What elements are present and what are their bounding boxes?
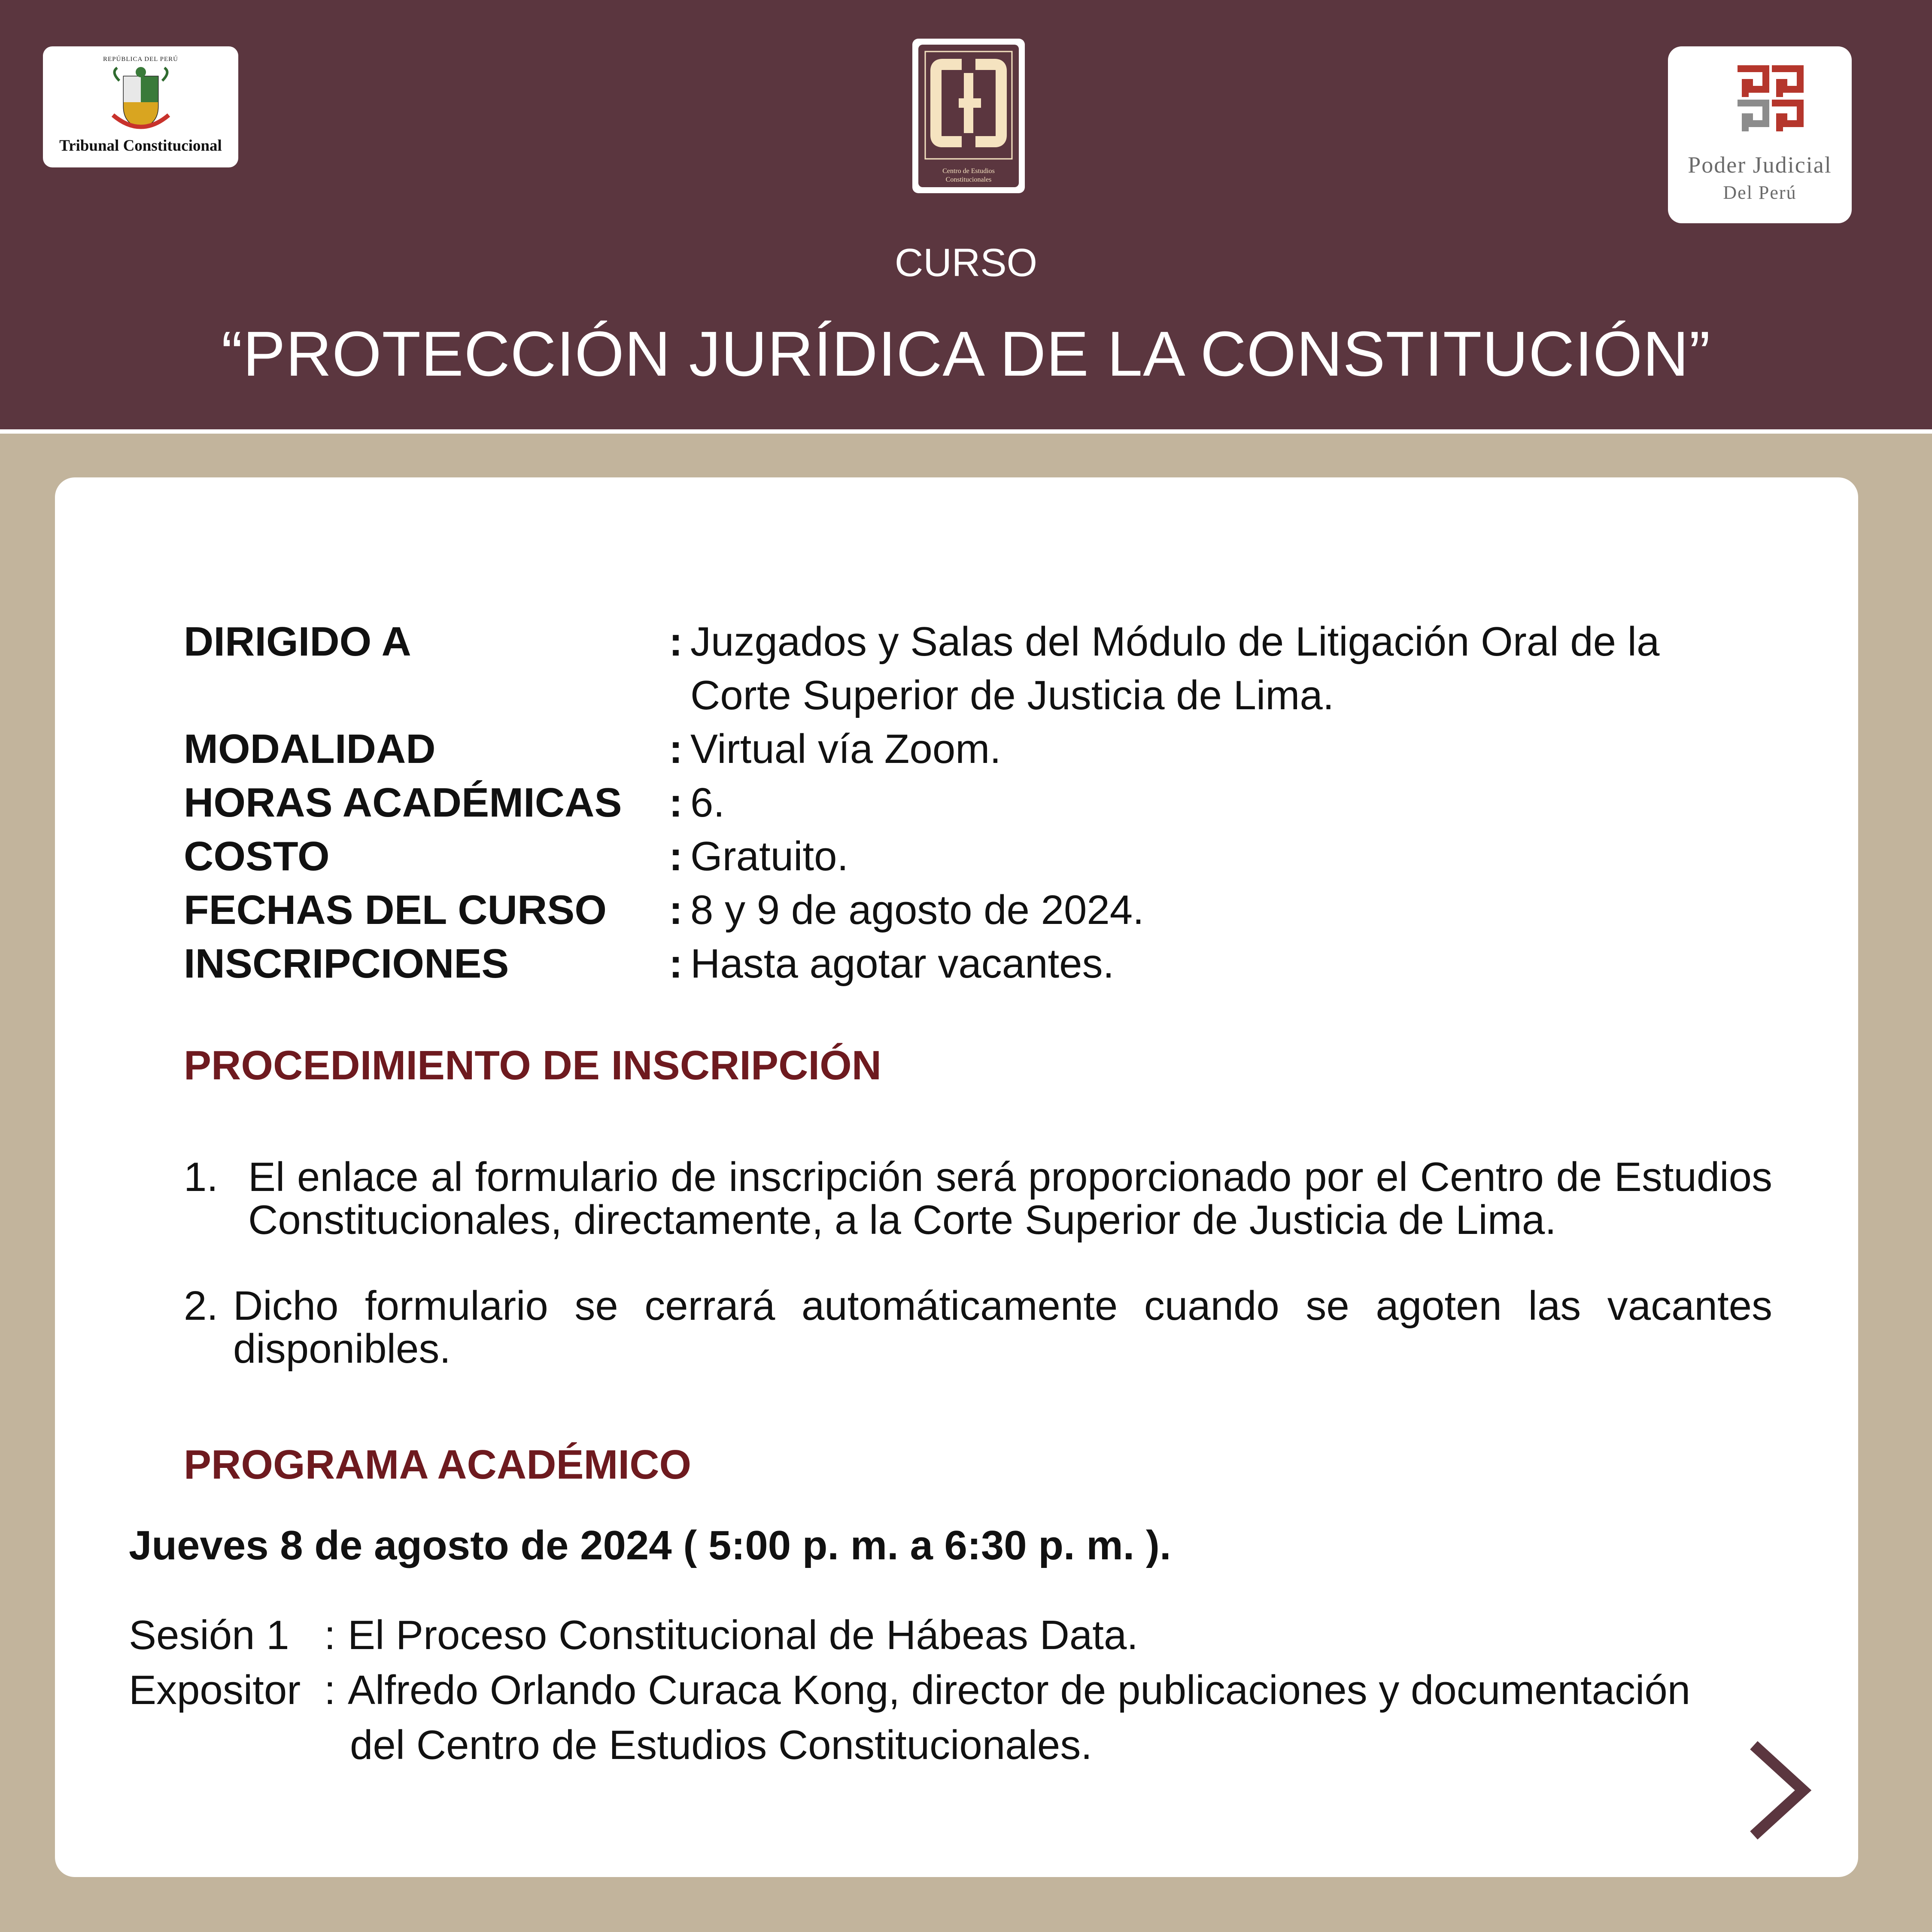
speaker-label: Expositor — [129, 1667, 301, 1713]
session-date: Jueves 8 de agosto de 2024 ( 5:00 p. m. a 6:30 p. m. ). — [129, 1522, 1171, 1568]
detail-value: 6. — [690, 780, 725, 826]
step-text: Dicho formulario se cerrará automáticamente cuando se agoten las vacantes disponibles. — [233, 1283, 1772, 1372]
course-title: “PROTECCIÓN JURÍDICA DE LA CONSTITUCIÓN” — [221, 319, 1711, 389]
session-colon: : — [324, 1612, 336, 1658]
detail-label: HORAS ACADÉMICAS — [184, 780, 622, 826]
step-number: 2. — [184, 1283, 219, 1329]
session-value: El Proceso Constitucional de Hábeas Data. — [348, 1612, 1139, 1658]
coat-of-arms-icon — [106, 64, 175, 137]
detail-value: Hasta agotar vacantes. — [690, 941, 1115, 987]
detail-value: Gratuito. — [690, 833, 849, 879]
detail-colon: : — [669, 619, 683, 665]
poder-judicial-logo — [1668, 46, 1852, 223]
program-title: PROGRAMA ACADÉMICO — [184, 1442, 692, 1488]
detail-colon: : — [669, 887, 683, 933]
detail-label: DIRIGIDO A — [184, 619, 411, 665]
detail-value: Juzgados y Salas del Módulo de Litigación Oral de la — [690, 619, 1660, 665]
detail-label: FECHAS DEL CURSO — [184, 887, 607, 933]
chevron-right-icon[interactable] — [1743, 1739, 1816, 1842]
detail-label: COSTO — [184, 833, 330, 879]
step-number: 1. — [184, 1154, 219, 1200]
detail-colon: : — [669, 833, 683, 879]
procedure-title: PROCEDIMIENTO DE INSCRIPCIÓN — [184, 1042, 882, 1088]
detail-value: 8 y 9 de agosto de 2024. — [690, 887, 1144, 933]
session-row — [129, 1608, 1139, 1663]
pj-fret-icon — [1732, 64, 1805, 137]
step-text: El enlace al formulario de inscripción será proporcionado por el Centro de Estudios Constitucionales, directamente, a la Corte Superior de Justicia de Lima. — [248, 1154, 1772, 1243]
republica-text: REPÚBLICA DEL PERÚ — [103, 56, 178, 63]
ce-caption-line2: Constitucionales — [945, 176, 992, 183]
procedure-step — [184, 1285, 1772, 1370]
speaker-value-line2: del Centro de Estudios Constitucionales. — [350, 1722, 1092, 1768]
speaker-colon: : — [324, 1667, 336, 1713]
speaker-value: Alfredo Orlando Curaca Kong, director de publicaciones y documentación — [348, 1667, 1691, 1713]
detail-label: INSCRIPCIONES — [184, 941, 509, 987]
tribunal-name: Tribunal Constitucional — [59, 137, 222, 155]
detail-value-line2: Corte Superior de Justicia de Lima. — [690, 672, 1334, 718]
ce-caption-line1: Centro de Estudios — [942, 167, 995, 175]
poder-judicial-name: Poder Judicial — [1688, 152, 1832, 178]
speaker-row — [129, 1663, 1691, 1773]
curso-label: CURSO — [894, 241, 1038, 285]
detail-colon: : — [669, 780, 683, 826]
header-divider — [0, 429, 1932, 434]
session-label: Sesión 1 — [129, 1612, 289, 1658]
tribunal-constitucional-logo — [43, 46, 238, 167]
detail-colon: : — [669, 726, 683, 772]
centro-estudios-logo — [912, 39, 1025, 193]
detail-value: Virtual vía Zoom. — [690, 726, 1001, 772]
detail-label: MODALIDAD — [184, 726, 436, 772]
procedure-step — [184, 1156, 1772, 1242]
detail-colon: : — [669, 941, 683, 987]
poder-judicial-sub: Del Perú — [1723, 182, 1797, 203]
